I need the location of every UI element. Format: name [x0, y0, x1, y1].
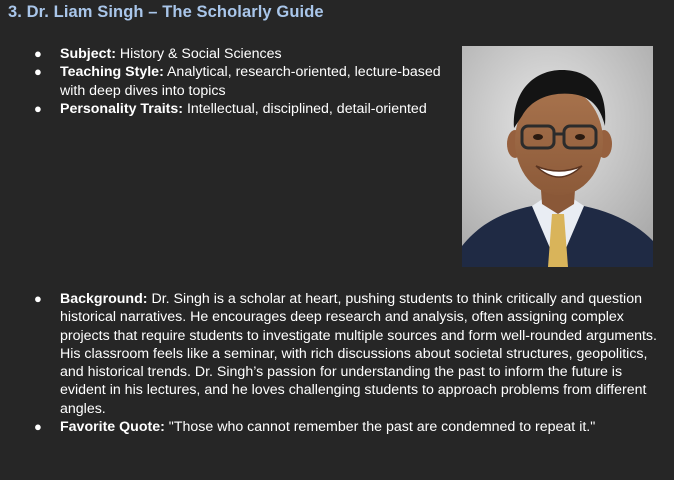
teaching-style-value: Analytical, research-oriented, lecture-based with deep dives into topics: [60, 64, 441, 99]
subject-value: History & Social Sciences: [115, 46, 282, 62]
personality-traits-value: Intellectual, disciplined, detail-oriented: [183, 100, 427, 117]
favorite-quote-item: [34, 418, 664, 436]
bullet-icon: ●: [34, 419, 42, 435]
teaching-style-item: [34, 63, 444, 100]
bullet-icon: ●: [34, 100, 42, 116]
teacher-portrait: [462, 46, 653, 267]
background-value: Dr. Singh is a scholar at heart, pushing students to think critically and question historical narratives. He encourages deep research and analysis, often assigning complex projects that require students to investigate multiple sources and form well-rounded arguments. His classroom feels like a seminar, with rich discussions about societal structures, geopolitics, and historical trends. Dr. Singh’s passion for understanding the past to inform the future is evident in his lectures, and he loves challenging students to approach problems from different angles.: [60, 291, 657, 417]
favorite-quote-value: "Those who cannot remember the past are condemned to repeat it.": [164, 419, 596, 436]
bullet-icon: ●: [34, 64, 42, 80]
bullet-icon: ●: [34, 46, 42, 61]
profile-details-list: [34, 45, 444, 118]
bullet-icon: ●: [34, 291, 42, 306]
background-item: [34, 290, 664, 418]
teaching-style-label: Teaching Style:: [60, 64, 164, 81]
personality-traits-item: [34, 100, 444, 118]
subject-item: [34, 45, 444, 63]
background-label: Background:: [60, 291, 148, 307]
profile-narrative-list: [34, 290, 664, 436]
section-heading: 3. Dr. Liam Singh – The Scholarly Guide: [8, 3, 324, 21]
personality-traits-label: Personality Traits:: [60, 100, 184, 117]
favorite-quote-label: Favorite Quote:: [60, 419, 165, 436]
subject-label: Subject:: [60, 46, 116, 62]
